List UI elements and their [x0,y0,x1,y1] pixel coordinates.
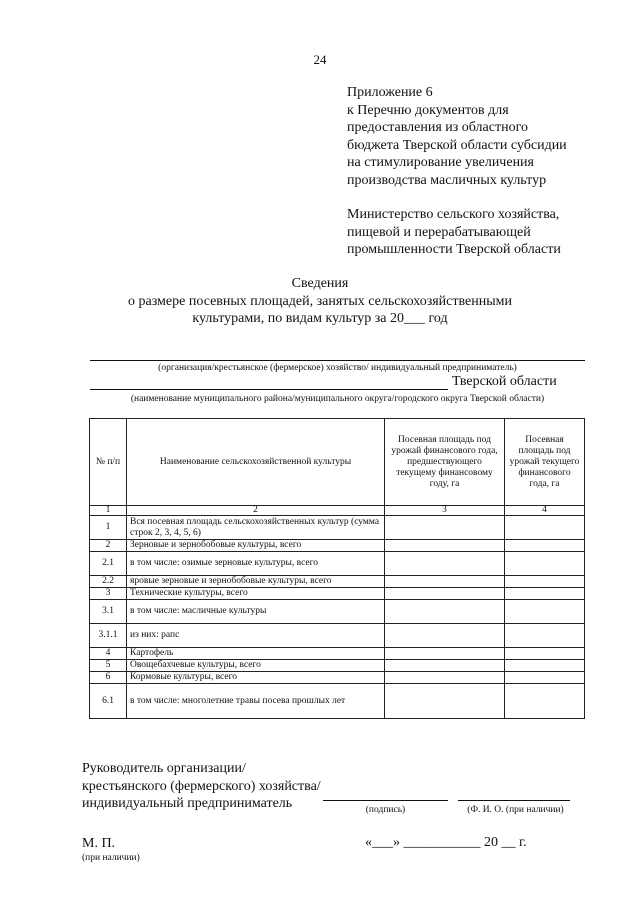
header-prev-year-area: Посевная площадь под урожай финансового года, предшествующего текущему финансовому году, га [385,419,505,506]
page-number: 24 [313,52,327,67]
appendix-line: Приложение 6 [347,85,433,100]
appendix-line: бюджета Тверской области субсидии [347,137,567,153]
prev-year-area-cell[interactable] [385,588,505,600]
table-row [90,660,585,672]
current-year-area-cell[interactable] [505,552,585,576]
table-row [90,516,585,540]
district-caption: (наименование муниципального района/муниципального округа/городского округа Тверской области) [130,394,545,404]
row-num: 2.1 [90,552,127,576]
row-num: 6 [90,672,127,684]
current-year-area-cell[interactable] [505,624,585,648]
row-crop-name: Зерновые и зернобобовые культуры, всего [127,540,385,552]
document-title [0,275,640,328]
addressee-line: промышленности Тверской области [347,242,561,257]
row-crop-name: в том числе: масличные культуры [127,600,385,624]
prev-year-area-cell[interactable] [385,672,505,684]
prev-year-area-cell[interactable] [385,552,505,576]
organization-field[interactable] [90,360,585,361]
row-num: 1 [90,516,127,540]
appendix-line: производства масличных культур [347,172,547,188]
row-crop-name: Кормовые культуры, всего [127,672,385,684]
row-crop-name: Овощебахчевые культуры, всего [127,660,385,672]
column-number: 2 [127,506,385,516]
table-row [90,672,585,684]
row-num: 2.2 [90,576,127,588]
prev-year-area-cell[interactable] [385,684,505,719]
table-row [90,600,585,624]
row-crop-name: Технические культуры, всего [127,588,385,600]
table-row [90,552,585,576]
title-line: Сведения [291,276,349,291]
title-line: культурами, по видам культур за 20___ год [192,311,448,326]
date-field[interactable]: «___» ___________ 20 __ г. [365,835,527,850]
column-number: 1 [90,506,127,516]
row-crop-name: в том числе: многолетние травы посева прошлых лет [127,684,385,719]
addressee-block [347,206,627,259]
signatory-line: индивидуальный предприниматель [82,796,293,811]
table-row [90,684,585,719]
appendix-line: на стимулирование увеличения [347,155,534,170]
header-current-year-area: Посевная площадь под урожай текущего финансового года, га [505,419,585,506]
crop-area-table [89,418,585,719]
title-line: о размере посевных площадей, занятых сельскохозяйственными [128,293,512,309]
prev-year-area-cell[interactable] [385,660,505,672]
stamp-label: М. П. [82,836,116,851]
prev-year-area-cell[interactable] [385,516,505,540]
current-year-area-cell[interactable] [505,660,585,672]
table-row [90,588,585,600]
row-num: 5 [90,660,127,672]
row-num: 3.1 [90,600,127,624]
header-crop-name: Наименование сельскохозяйственной культуры [127,419,385,506]
signatory-line: крестьянского (фермерского) хозяйства/ [82,778,321,794]
row-crop-name: в том числе: озимые зерновые культуры, всего [127,552,385,576]
signature-field[interactable] [323,800,448,801]
prev-year-area-cell[interactable] [385,540,505,552]
row-num: 3 [90,588,127,600]
full-name-caption: (Ф. И. О. (при наличии) [467,805,564,815]
table-header-row [90,419,585,506]
row-num: 4 [90,648,127,660]
row-crop-name: Вся посевная площадь сельскохозяйственных культур (сумма строк 2, 3, 4, 5, 6) [127,516,385,540]
appendix-block [347,84,627,189]
column-number: 3 [385,506,505,516]
table-row [90,540,585,552]
header-num: № п/п [90,419,127,506]
addressee-line: Министерство сельского хозяйства, [347,207,560,222]
signatory-title [82,760,321,813]
row-crop-name: яровые зерновые и зернобобовые культуры, всего [127,576,385,588]
current-year-area-cell[interactable] [505,600,585,624]
current-year-area-cell[interactable] [505,576,585,588]
current-year-area-cell[interactable] [505,648,585,660]
prev-year-area-cell[interactable] [385,648,505,660]
current-year-area-cell[interactable] [505,588,585,600]
prev-year-area-cell[interactable] [385,600,505,624]
current-year-area-cell[interactable] [505,684,585,719]
organization-caption: (организация/крестьянское (фермерское) хозяйство/ индивидуальный предприниматель) [158,363,517,373]
stamp-caption: (при наличии) [82,853,140,863]
row-num: 3.1.1 [90,624,127,648]
appendix-line: предоставления из областного [347,120,528,135]
district-field[interactable] [90,389,448,390]
table-row [90,624,585,648]
row-crop-name: Картофель [127,648,385,660]
table-row [90,576,585,588]
current-year-area-cell[interactable] [505,672,585,684]
full-name-field[interactable] [458,800,570,801]
appendix-line: к Перечню документов для [347,102,509,118]
signature-caption: (подпись) [365,805,406,815]
column-number: 4 [505,506,585,516]
signatory-line: Руководитель организации/ [82,761,246,776]
prev-year-area-cell[interactable] [385,624,505,648]
prev-year-area-cell[interactable] [385,576,505,588]
current-year-area-cell[interactable] [505,540,585,552]
current-year-area-cell[interactable] [505,516,585,540]
row-crop-name: из них: рапс [127,624,385,648]
district-row [90,374,590,392]
region-suffix: Тверской области [452,374,557,389]
column-number-row [90,506,585,516]
table-row [90,648,585,660]
addressee-line: пищевой и перерабатывающей [347,224,531,240]
row-num: 2 [90,540,127,552]
row-num: 6.1 [90,684,127,719]
